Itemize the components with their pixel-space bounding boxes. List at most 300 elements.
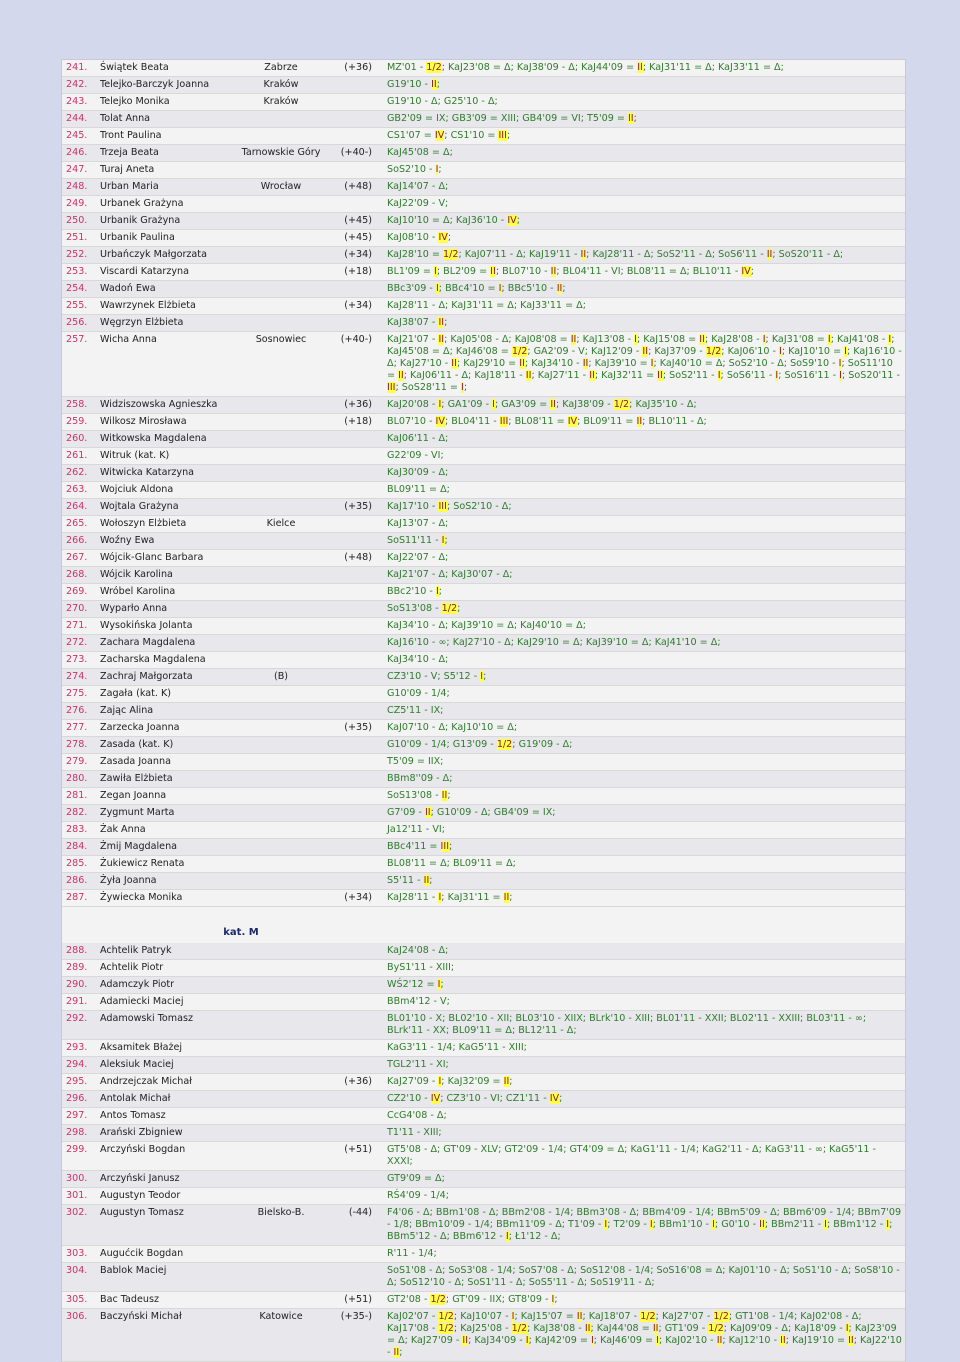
person-city: [232, 264, 329, 281]
results-cell: [384, 788, 905, 805]
table-row: [62, 1011, 905, 1040]
placement-highlight: I: [525, 1335, 529, 1346]
results-cell: [384, 1205, 905, 1246]
results-cell: [384, 264, 905, 281]
placement-highlight: 1/2: [441, 603, 458, 614]
table-row: [62, 1040, 905, 1057]
section-header-row: [62, 925, 905, 943]
result-text: T1'11 - XIII;: [387, 1127, 442, 1138]
person-city: [232, 315, 329, 332]
result-text: ; SoS20'11 -: [842, 370, 900, 381]
person-city: [232, 298, 329, 315]
result-text: ; GT'09 - IIX; GT8'09 -: [445, 1294, 552, 1305]
person-city: [232, 414, 329, 431]
result-text: ; KaJ39'10 =: [588, 358, 651, 369]
table-row: [62, 196, 905, 213]
placement-highlight: II: [438, 317, 445, 328]
table-row: [62, 247, 905, 264]
person-city: [232, 652, 329, 669]
age-category: [329, 533, 384, 550]
placement-highlight: I: [438, 1076, 442, 1087]
person-name: Wojciuk Aldona: [97, 482, 232, 499]
table-row: [62, 1108, 905, 1125]
result-text: BL08'11 = Δ; BL09'11 = Δ;: [387, 858, 516, 869]
results-cell: [384, 281, 905, 298]
row-number: 272.: [62, 635, 97, 652]
person-name: Augustyn Teodor: [97, 1188, 232, 1205]
person-name: Adamowski Tomasz: [97, 1011, 232, 1040]
results-cell: [384, 298, 905, 315]
placement-highlight: I: [511, 1311, 515, 1322]
table-row: [62, 890, 905, 907]
result-text: ; KaJ13'08 -: [576, 334, 635, 345]
row-number: 295.: [62, 1074, 97, 1091]
results-cell: [384, 111, 905, 128]
result-text: ; GA1'09 -: [441, 399, 493, 410]
result-text: ; KaJ40'10 = Δ; SoS2'10 - Δ; SoS9'10 -: [653, 358, 839, 369]
person-city: [232, 162, 329, 179]
result-text: SoS13'08 -: [387, 603, 442, 614]
results-cell: [384, 1171, 905, 1188]
person-name: Żukiewicz Renata: [97, 856, 232, 873]
result-text: ; KaJ28'08 -: [704, 334, 763, 345]
age-category: [329, 77, 384, 94]
result-text: KaJ02'07 -: [387, 1311, 439, 1322]
person-city: Bielsko-B.: [232, 1205, 329, 1246]
result-text: ; KaJ09'09 - Δ; KaJ18'09 -: [723, 1323, 846, 1334]
table-row: [62, 1309, 905, 1362]
result-text: ; GA2'09 - V; KaJ12'09 -: [527, 346, 643, 357]
person-city: [232, 754, 329, 771]
result-text: KaJ38'07 -: [387, 317, 439, 328]
row-number: 298.: [62, 1125, 97, 1142]
results-table: [62, 60, 905, 1362]
table-row: [62, 499, 905, 516]
result-text: CS1'07 =: [387, 130, 435, 141]
person-name: Tolat Anna: [97, 111, 232, 128]
person-name: Wołoszyn Elżbieta: [97, 516, 232, 533]
result-text: F4'06 - Δ; BBm1'08 - Δ; BBm2'08 - 1/4; BBm3'08 - Δ; BBm4'09 - 1/4; BBm5'09 - Δ; BBm6'09 - 1/4; BBm7'09 - 1/8; BBm10'09 - 1/4; BBm11'09 - Δ; T1'09 -: [387, 1207, 902, 1230]
person-name: Tront Paulina: [97, 128, 232, 145]
age-category: (+35): [329, 499, 384, 516]
row-number: 285.: [62, 856, 97, 873]
placement-highlight: I: [827, 334, 831, 345]
result-text: GT9'09 = Δ;: [387, 1173, 445, 1184]
result-text: ; KaJ10'10 =: [781, 346, 845, 357]
result-text: KaJ30'09 - Δ;: [387, 467, 449, 478]
person-city: [232, 1246, 329, 1263]
person-city: [232, 550, 329, 567]
result-text: KaJ21'07 -: [387, 334, 439, 345]
result-text: ; KaJ12'10 -: [722, 1335, 781, 1346]
results-cell: [384, 873, 905, 890]
result-text: ; BL08'11 =: [508, 416, 568, 427]
results-cell: [384, 737, 905, 754]
result-text: ; BBc5'10 -: [501, 283, 557, 294]
result-text: SoS13'08 -: [387, 790, 442, 801]
row-number: 292.: [62, 1011, 97, 1040]
placement-highlight: IV: [430, 1093, 441, 1104]
result-text: ; G0'10 -: [714, 1219, 760, 1230]
person-city: [232, 703, 329, 720]
results-cell: [384, 601, 905, 618]
table-row: [62, 230, 905, 247]
person-name: Antos Tomasz: [97, 1108, 232, 1125]
row-number: 271.: [62, 618, 97, 635]
person-name: Zagała (kat. K): [97, 686, 232, 703]
person-name: Witruk (kat. K): [97, 448, 232, 465]
table-row: [62, 1263, 905, 1292]
person-city: [232, 431, 329, 448]
result-text: ; GA3'09 =: [494, 399, 551, 410]
age-category: [329, 669, 384, 686]
age-category: [329, 771, 384, 788]
result-text: MZ'01 -: [387, 62, 427, 73]
age-category: [329, 1263, 384, 1292]
placement-highlight: III: [387, 382, 396, 393]
placement-highlight: II: [490, 266, 496, 277]
row-number: 275.: [62, 686, 97, 703]
person-city: Kielce: [232, 516, 329, 533]
row-number: 250.: [62, 213, 97, 230]
table-row: [62, 584, 905, 601]
person-city: [232, 448, 329, 465]
placement-highlight: II: [519, 358, 525, 369]
result-text: ; KaJ27'07 -: [655, 1311, 714, 1322]
row-number: 263.: [62, 482, 97, 499]
result-text: ; BL10'11 - Δ;: [642, 416, 707, 427]
result-text: BBc2'10 -: [387, 586, 436, 597]
table-row: [62, 448, 905, 465]
table-row: [62, 1091, 905, 1108]
result-text: ;: [483, 671, 487, 682]
result-text: BBc3'09 -: [387, 283, 436, 294]
result-text: ;: [750, 266, 754, 277]
placement-highlight: II: [576, 1311, 583, 1322]
result-text: KaJ24'08 - Δ;: [387, 945, 449, 956]
row-number: 256.: [62, 315, 97, 332]
result-text: ; KaJ29'10 =: [456, 358, 520, 369]
placement-highlight: II: [570, 334, 577, 345]
result-text: ; CZ3'10 - VI; CZ1'11 -: [440, 1093, 550, 1104]
person-city: [232, 635, 329, 652]
results-cell: [384, 856, 905, 873]
person-name: Telejko-Barczyk Joanna: [97, 77, 232, 94]
results-cell: [384, 1125, 905, 1142]
age-category: [329, 567, 384, 584]
placement-highlight: I: [505, 1231, 509, 1242]
placement-highlight: II: [636, 416, 643, 427]
results-cell: [384, 1246, 905, 1263]
table-row: [62, 60, 905, 77]
table-row: [62, 533, 905, 550]
placement-highlight: I: [435, 586, 439, 597]
row-number: 247.: [62, 162, 97, 179]
age-category: [329, 754, 384, 771]
result-text: ; KaJ19'10 =: [785, 1335, 849, 1346]
results-cell: [384, 669, 905, 686]
results-cell: [384, 1108, 905, 1125]
results-document: [62, 60, 905, 1362]
result-text: ; SoS20'11 - Δ;: [772, 249, 844, 260]
section-spacer: [62, 925, 97, 943]
result-text: ByS1'11 - XIII;: [387, 962, 455, 973]
row-number: 286.: [62, 873, 97, 890]
placement-highlight: I: [590, 1335, 594, 1346]
age-category: [329, 960, 384, 977]
results-cell: [384, 1309, 905, 1362]
table-row: [62, 856, 905, 873]
placement-highlight: I: [844, 346, 848, 357]
row-number: 265.: [62, 516, 97, 533]
row-number: 281.: [62, 788, 97, 805]
age-category: [329, 1108, 384, 1125]
age-category: (+34): [329, 298, 384, 315]
result-text: KaJ14'07 - Δ;: [387, 181, 449, 192]
table-row: [62, 994, 905, 1011]
person-name: Zarzecka Joanna: [97, 720, 232, 737]
results-cell: [384, 1188, 905, 1205]
placement-highlight: I: [650, 358, 654, 369]
result-text: ;: [449, 841, 453, 852]
results-cell: [384, 618, 905, 635]
placement-highlight: II: [393, 1347, 400, 1358]
placement-highlight: 1/2: [511, 346, 528, 357]
result-text: SoS1'08 - Δ; SoS3'08 - 1/4; SoS7'08 - Δ; SoS12'08 - 1/4; SoS16'08 = Δ; KaJ01'10 - Δ; SoS1'10 - Δ; SoS8'10 - Δ; SoS12'10 - Δ; SoS1'11 - Δ; SoS5'11 - Δ; SoS19'11 - Δ;: [387, 1265, 900, 1288]
result-text: ; KaJ15'08 =: [636, 334, 700, 345]
age-category: (+51): [329, 1142, 384, 1171]
results-cell: [384, 584, 905, 601]
person-city: [232, 281, 329, 298]
result-text: ; SoS2'10 - Δ;: [446, 501, 512, 512]
placement-highlight: IV: [549, 1093, 560, 1104]
results-cell: [384, 230, 905, 247]
table-row: [62, 550, 905, 567]
age-category: (-44): [329, 1205, 384, 1246]
table-row: [62, 77, 905, 94]
result-text: ; BBm1'12 -: [826, 1219, 887, 1230]
person-name: Wadoń Ewa: [97, 281, 232, 298]
person-name: Żak Anna: [97, 822, 232, 839]
row-number: 287.: [62, 890, 97, 907]
results-cell: [384, 1292, 905, 1309]
person-city: [232, 856, 329, 873]
row-number: 248.: [62, 179, 97, 196]
age-category: [329, 1246, 384, 1263]
age-category: [329, 1057, 384, 1074]
placement-highlight: II: [848, 1335, 854, 1346]
result-text: G22'09 - VI;: [387, 450, 444, 461]
age-category: (+40-): [329, 332, 384, 397]
result-text: ;: [509, 892, 513, 903]
placement-highlight: I: [886, 1219, 890, 1230]
result-text: SoS11'11 -: [387, 535, 442, 546]
results-cell: [384, 94, 905, 111]
age-category: (+51): [329, 1292, 384, 1309]
person-name: Urbanek Grażyna: [97, 196, 232, 213]
age-category: [329, 873, 384, 890]
placement-highlight: III: [498, 130, 507, 141]
person-city: [232, 839, 329, 856]
table-row: [62, 315, 905, 332]
result-text: ;: [438, 164, 442, 175]
placement-highlight: 1/2: [713, 1311, 729, 1322]
age-category: [329, 703, 384, 720]
result-text: ; KaJ02'10 -: [658, 1335, 717, 1346]
person-city: [232, 1125, 329, 1142]
row-number: 253.: [62, 264, 97, 281]
results-cell: [384, 635, 905, 652]
result-text: ; BL07'10 -: [495, 266, 551, 277]
row-number: 283.: [62, 822, 97, 839]
table-row: [62, 414, 905, 431]
placement-highlight: II: [462, 1335, 469, 1346]
person-name: Zachraj Małgorzata: [97, 669, 232, 686]
placement-highlight: I: [551, 1294, 555, 1305]
person-city: Kraków: [232, 94, 329, 111]
placement-highlight: 1/2: [708, 1323, 724, 1334]
placement-highlight: IV: [435, 416, 445, 427]
result-text: BL07'10 -: [387, 416, 436, 427]
person-name: Żywiecka Monika: [97, 890, 232, 907]
person-name: Adamczyk Piotr: [97, 977, 232, 994]
results-cell: [384, 196, 905, 213]
row-number: 284.: [62, 839, 97, 856]
placement-highlight: II: [642, 346, 649, 357]
results-cell: [384, 128, 905, 145]
result-text: ; KaJ34'10 -: [524, 358, 583, 369]
results-cell: [384, 754, 905, 771]
placement-highlight: I: [839, 370, 843, 381]
person-name: Witwicka Katarzyna: [97, 465, 232, 482]
placement-highlight: IV: [434, 130, 445, 141]
result-text: KaJ28'11 -: [387, 892, 439, 903]
row-number: 259.: [62, 414, 97, 431]
age-category: [329, 601, 384, 618]
result-text: ;: [509, 1076, 513, 1087]
person-city: [232, 196, 329, 213]
age-category: [329, 635, 384, 652]
age-category: [329, 448, 384, 465]
results-cell: [384, 943, 905, 960]
age-category: [329, 94, 384, 111]
placement-highlight: II: [431, 79, 437, 90]
row-number: 255.: [62, 298, 97, 315]
table-row: [62, 1292, 905, 1309]
results-cell: [384, 805, 905, 822]
results-cell: [384, 1074, 905, 1091]
person-city: [232, 686, 329, 703]
row-number: 303.: [62, 1246, 97, 1263]
results-cell: [384, 315, 905, 332]
person-name: Wilkosz Mirosława: [97, 414, 232, 431]
placement-highlight: I: [604, 1219, 608, 1230]
table-row: [62, 567, 905, 584]
age-category: (+40-): [329, 145, 384, 162]
placement-highlight: II: [556, 283, 563, 294]
result-text: ; SoS11'10 =: [387, 358, 893, 381]
placement-highlight: I: [888, 334, 892, 345]
result-text: ;: [436, 79, 440, 90]
result-text: BBm4'12 - V;: [387, 996, 450, 1007]
person-city: [232, 567, 329, 584]
result-text: ; KaJ37'09 -: [648, 346, 706, 357]
person-name: Arczyński Bogdan: [97, 1142, 232, 1171]
result-text: RŚ4'09 - 1/4;: [387, 1190, 449, 1201]
person-name: Augustyn Tomasz: [97, 1205, 232, 1246]
person-city: [232, 397, 329, 414]
results-cell: [384, 431, 905, 448]
results-cell: [384, 332, 905, 397]
age-category: [329, 162, 384, 179]
placement-highlight: II: [423, 875, 430, 886]
result-text: ; BL04'11 -: [444, 416, 500, 427]
person-name: Urban Maria: [97, 179, 232, 196]
table-row: [62, 737, 905, 754]
person-name: Antolak Michał: [97, 1091, 232, 1108]
result-text: KaJ45'08 = Δ;: [387, 147, 453, 158]
age-category: (+34): [329, 890, 384, 907]
age-category: [329, 465, 384, 482]
result-text: CZ3'10 - V; S5'12 -: [387, 671, 481, 682]
results-cell: [384, 1040, 905, 1057]
result-text: ; KaJ41'08 -: [830, 334, 889, 345]
table-row: [62, 669, 905, 686]
person-city: [232, 601, 329, 618]
person-city: [232, 1057, 329, 1074]
results-cell: [384, 822, 905, 839]
person-city: [232, 482, 329, 499]
result-text: G7'09 -: [387, 807, 425, 818]
result-text: ; KaJ31'08 =: [765, 334, 828, 345]
table-row: [62, 943, 905, 960]
row-number: 264.: [62, 499, 97, 516]
table-row: [62, 1057, 905, 1074]
person-city: Zabrze: [232, 60, 329, 77]
result-text: KaJ13'07 - Δ;: [387, 518, 449, 529]
age-category: [329, 822, 384, 839]
result-text: ;: [559, 1093, 563, 1104]
result-text: ; KaJ05'08 - Δ; KaJ08'08 =: [444, 334, 571, 345]
person-city: [232, 1171, 329, 1188]
result-text: G10'09 - 1/4;: [387, 688, 450, 699]
result-text: ; BL2'09 =: [436, 266, 491, 277]
result-text: G10'09 - 1/4; G13'09 -: [387, 739, 497, 750]
result-text: ;: [506, 130, 511, 141]
result-text: ; T2'09 -: [607, 1219, 650, 1230]
results-cell: [384, 247, 905, 264]
age-category: [329, 977, 384, 994]
placement-highlight: 1/2: [640, 1311, 656, 1322]
person-name: Wójcik Karolina: [97, 567, 232, 584]
age-category: [329, 431, 384, 448]
placement-highlight: I: [634, 334, 637, 345]
age-category: [329, 516, 384, 533]
person-name: Trzeja Beata: [97, 145, 232, 162]
result-text: GT2'08 -: [387, 1294, 431, 1305]
age-category: [329, 1171, 384, 1188]
table-row: [62, 298, 905, 315]
result-text: KaJ06'11 - Δ;: [387, 433, 449, 444]
person-city: Kraków: [232, 77, 329, 94]
table-row: [62, 431, 905, 448]
result-text: KaJ17'10 -: [387, 501, 439, 512]
person-name: Urbanik Grażyna: [97, 213, 232, 230]
row-number: 274.: [62, 669, 97, 686]
results-cell: [384, 179, 905, 196]
person-name: Augućcik Bogdan: [97, 1246, 232, 1263]
result-text: KaJ20'08 -: [387, 399, 439, 410]
